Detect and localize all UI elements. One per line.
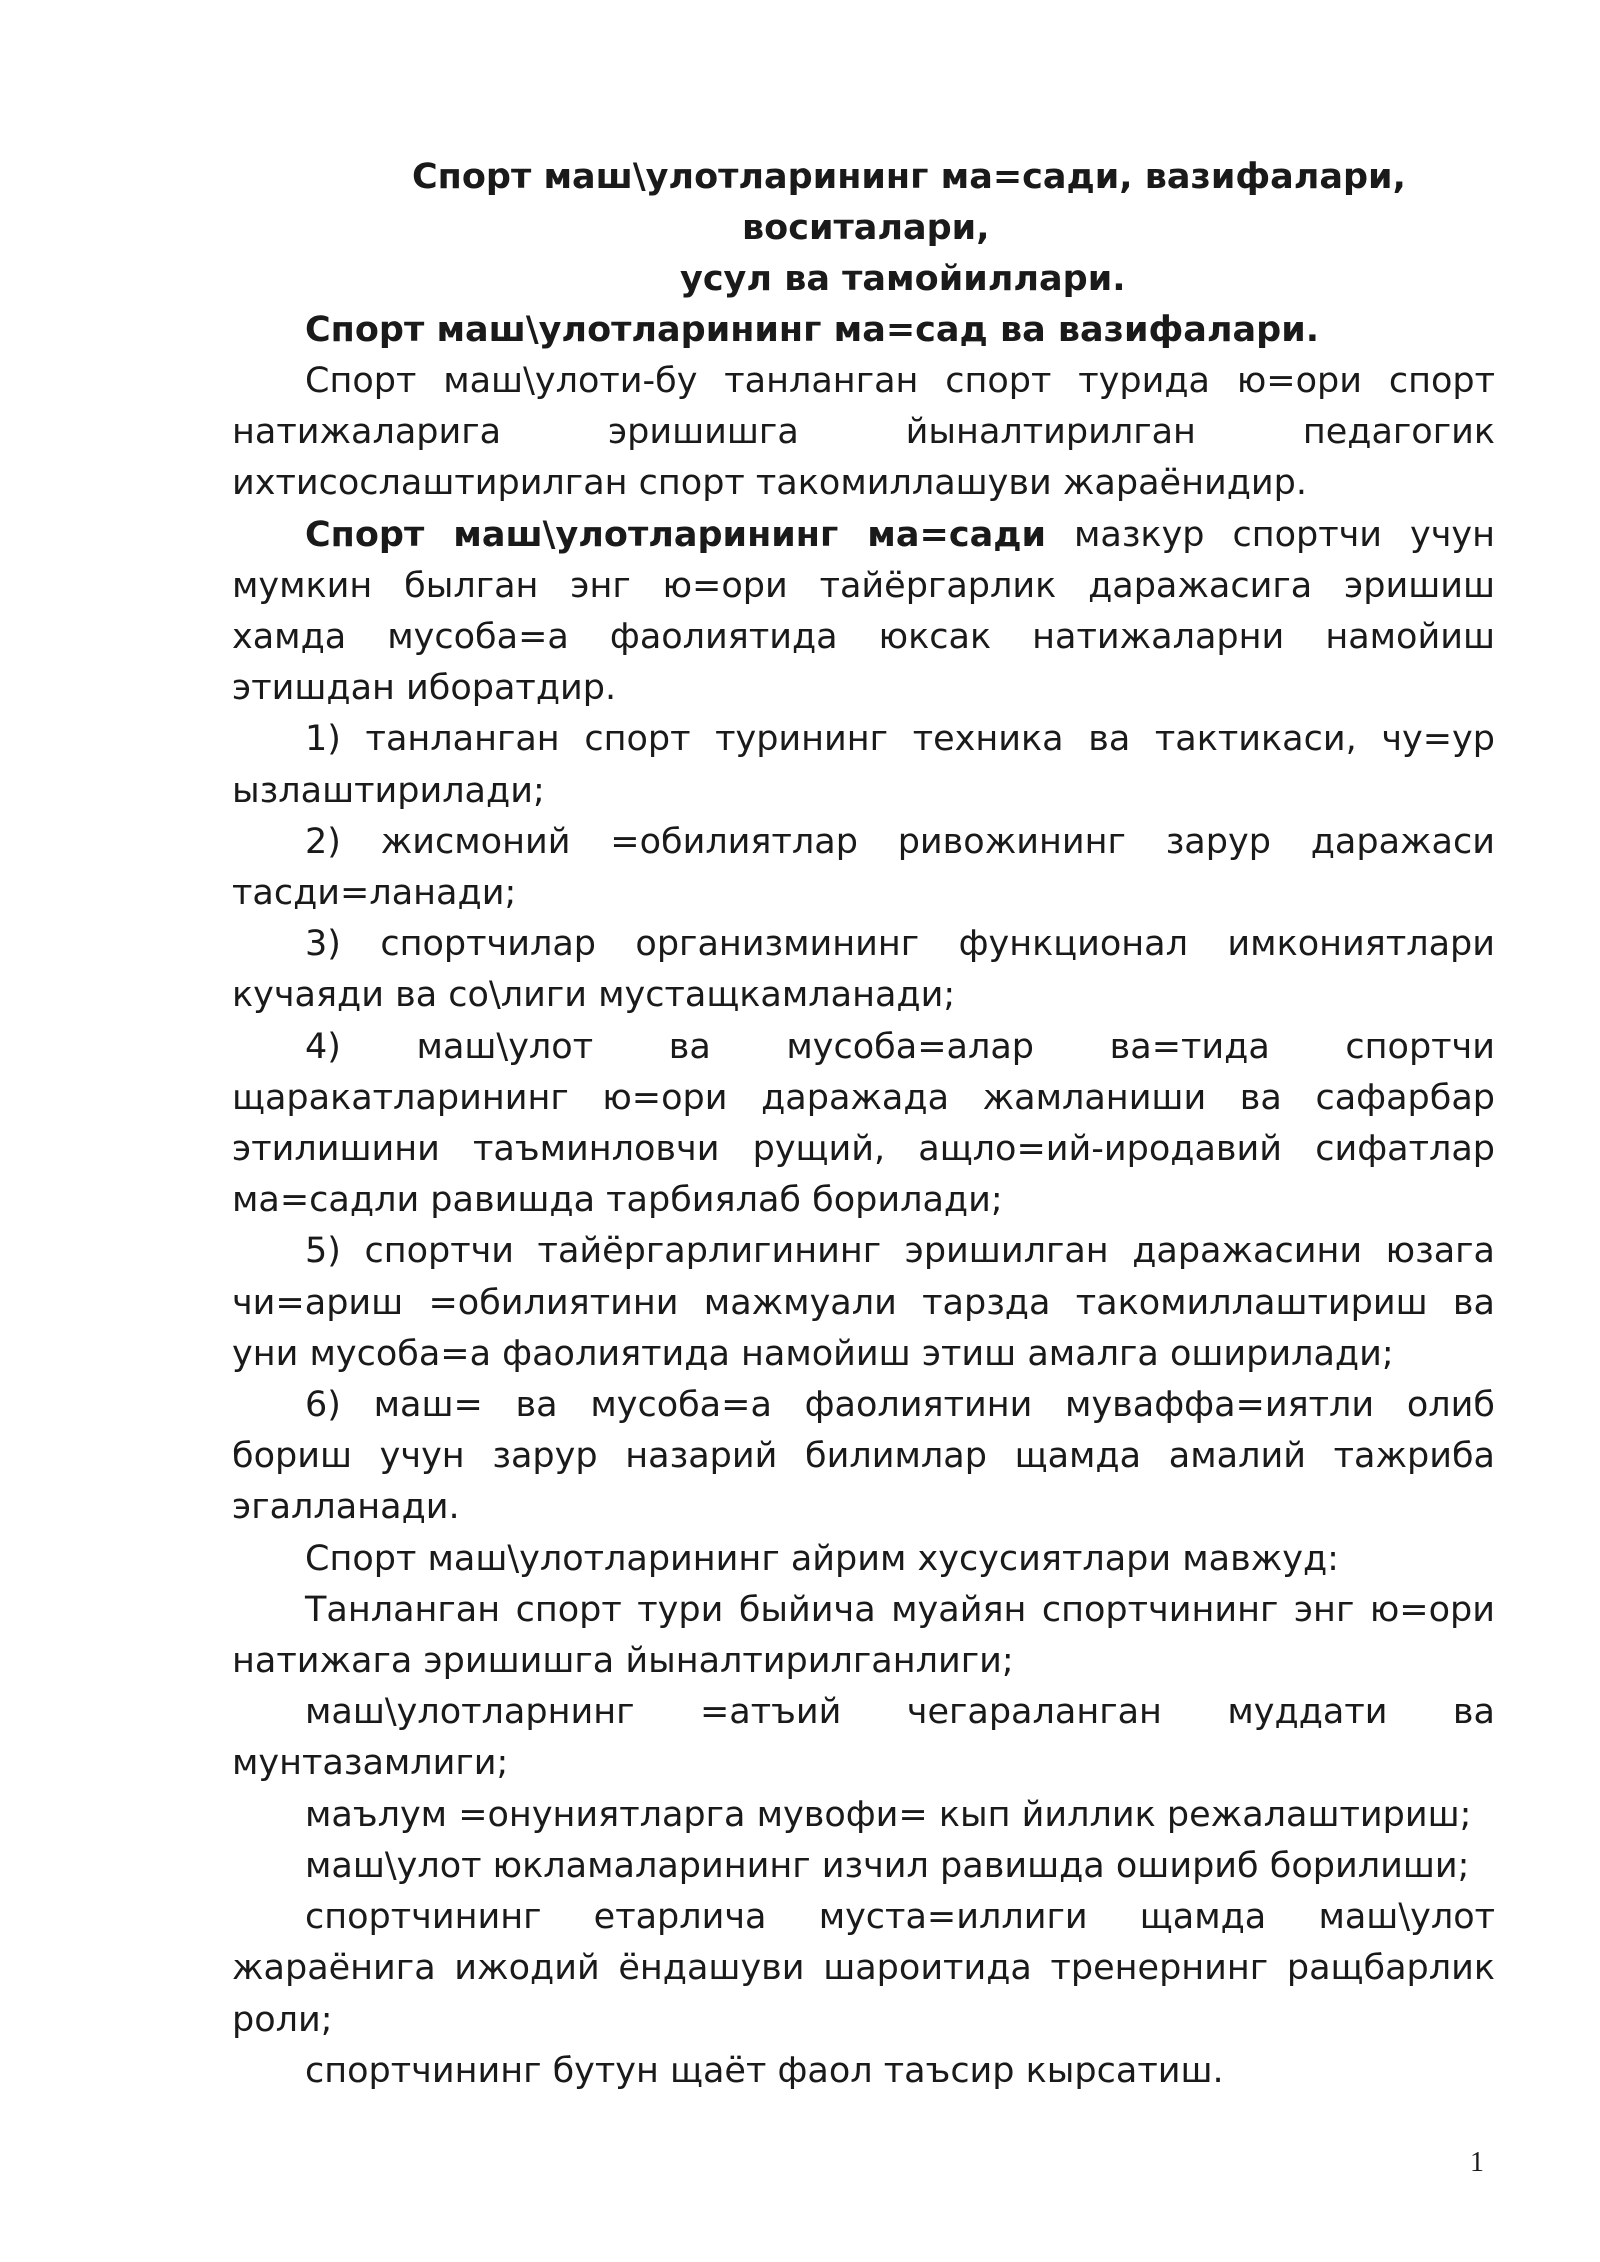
title-line-2: воситалари, — [742, 208, 990, 248]
section-heading: Спорт маш\улотларининг ма=сад ва вазифалари. — [305, 310, 1320, 350]
features-intro: Спорт маш\улотларининг айрим хусусиятлари мавжуд: — [305, 1538, 1339, 1579]
list-item-2: 2) жисмоний =обилиятлар ривожининг зарур даражаси тасди=ланади; — [232, 821, 1495, 914]
list-item-4: 4) маш\улот ва мусоба=алар ва=тида спортчи щаракатларининг ю=ори даражада жамланиши ва сафарбар этилишини таъминловчи рущий, ащло=ий-иродавий сифатлар ма=садли равишда тарбиялаб борилади; — [232, 1026, 1495, 1221]
list-item-5: 5) спортчи тайёргарлигининг эришилган даражасини юзага чи=ариш =обилиятини мажмуали тарзда такомиллаштириш ва уни мусоба=а фаолиятида намойиш этиш амалга оширилади; — [232, 1231, 1495, 1374]
feature-2: маш\улотларнинг =атъий чегараланган муддати ва мунтазамлиги; — [232, 1692, 1495, 1784]
feature-6: спортчининг бутун щаёт фаол таъсир кырсатиш. — [305, 2050, 1224, 2091]
feature-4: маш\улот юкламаларининг изчил равишда ошириб борилиши; — [305, 1845, 1470, 1886]
title-line-3: усул ва тамойиллари. — [680, 259, 1126, 299]
goal-text: мазкур спортчи учун мумкин былган энг ю=ори тайёргарлик даражасига эришиш хамда мусоба=а фаолиятида юксак натижаларни намойиш этишдан иборатдир. — [232, 514, 1495, 709]
document-page — [232, 152, 1495, 2097]
title-line-1: Спорт маш\улотларининг ма=сади, вазифалари, — [412, 157, 1406, 197]
paragraph-goal — [232, 510, 1495, 715]
goal-term: Спорт маш\улотларининг ма=сади — [305, 514, 1046, 555]
feature-1: Танланган спорт тури быйича муайян спортчининг энг ю=ори натижага эришишга йыналтирилганлиги; — [232, 1589, 1495, 1682]
page-number: 1 — [1470, 2147, 1484, 2178]
document-title — [232, 152, 1495, 305]
paragraph-definition: Спорт маш\улоти-бу танланган спорт турида ю=ори спорт натижаларига эришишга йыналтирилган педагогик ихтисослаштирилган спорт такомиллашуви жараёнидир. — [232, 361, 1495, 504]
feature-3: маълум =онуниятларга мувофи= кып йиллик режалаштириш; — [305, 1794, 1472, 1835]
list-item-3: 3) спортчилар организмининг функционал имкониятлари кучаяди ва со\лиги мустащкамланади; — [232, 924, 1495, 1016]
feature-5: спортчининг етарлича муста=иллиги щамда маш\улот жараёнига ижодий ёндашуви шароитида тренернинг ращбарлик роли; — [232, 1897, 1495, 2040]
list-item-1: 1) танланган спорт турининг техника ва тактикаси, чу=ур ызлаштирилади; — [232, 719, 1495, 811]
list-item-6: 6) маш= ва мусоба=а фаолиятини муваффа=иятли олиб бориш учун зарур назарий билимлар щамда амалий тажриба эгалланади. — [232, 1385, 1495, 1528]
